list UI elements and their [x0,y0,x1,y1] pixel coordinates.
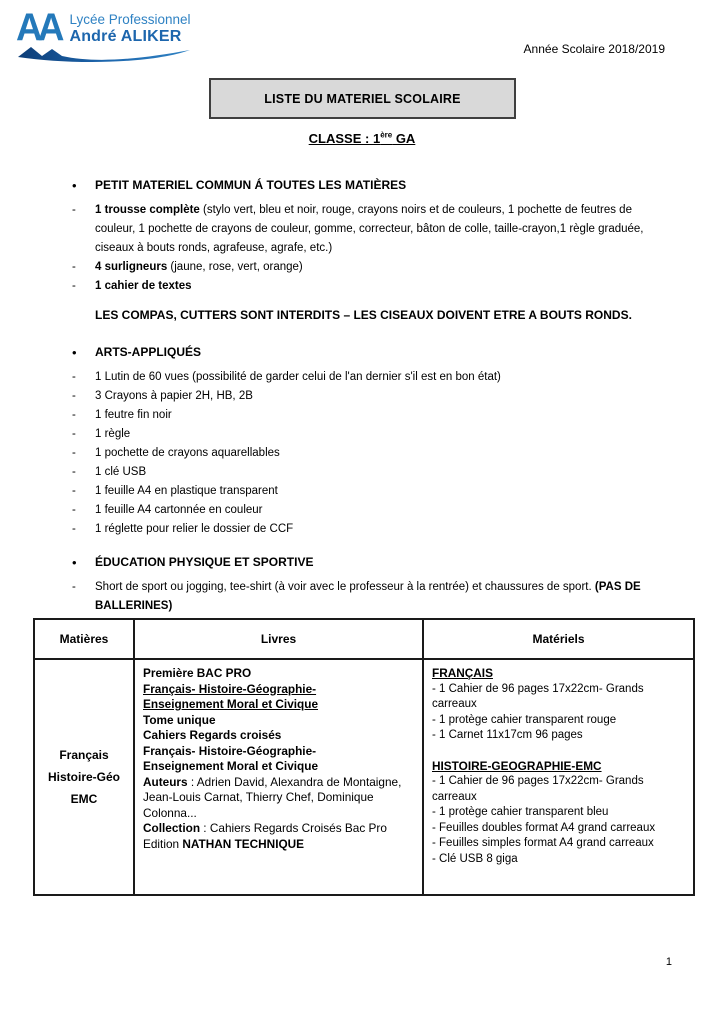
logo-school-name: André ALIKER [69,27,182,45]
section-title: ÉDUCATION PHYSIQUE ET SPORTIVE [95,555,314,569]
dash-icon [72,520,95,539]
section-petit-materiel [72,176,657,325]
list-item-text: 1 cahier de textes [95,280,192,292]
list-item-text: 1 feuille A4 en plastique transparent [95,485,278,497]
logo-text [69,10,190,45]
list-item-text: 1 réglette pour relier le dossier de CCF [95,523,294,535]
materiels-item: - 1 protège cahier transparent rouge [432,713,617,726]
dash-icon [72,258,95,277]
dash-icon [72,201,95,258]
list-item-text: 1 trousse complète (stylo vert, bleu et noir, rouge, crayons noirs et de couleurs, 1 pochette de feutres de couleur, 1 pochette de crayons de couleur, gomme, correcteur, bâton de colle, taille-crayon,1 règle graduée, ciseaux à bouts ronds, agrafeuse, agrafe, etc.) [95,204,644,254]
supplies-table-wrap [33,618,693,896]
subject-name: EMC [70,792,98,806]
section-title: ARTS-APPLIQUÉS [95,345,202,359]
livres-collection: Collection : Cahiers Regards Croisés Bac ProEdition NATHAN TECHNIQUE [143,821,387,851]
dash-icon [72,387,95,406]
list-item [72,425,657,444]
list-item [72,578,657,616]
section-title: PETIT MATERIEL COMMUN Á TOUTES LES MATIÈRES [95,178,407,192]
list-item [72,277,657,296]
list-item-text: 1 pochette de crayons aquarellables [95,447,280,459]
cell-livres [134,659,423,895]
list-item [72,520,657,539]
livres-line: Cahiers Regards croisés [143,728,282,742]
cell-materiels [423,659,694,895]
list-item [72,463,657,482]
list-item-text: 1 Lutin de 60 vues (possibilité de garder celui de l'an dernier s'il est en bon état) [95,371,501,383]
materiels-item: - Clé USB 8 giga [432,852,518,865]
school-year: Année Scolaire 2018/2019 [523,42,665,56]
list-item [72,387,657,406]
livres-line: Première BAC PRO [143,666,252,680]
livres-auteurs: Auteurs : Adrien David, Alexandra de Montaigne, Jean-Louis Carnat, Thierry Chef, Dominique Colonna... [143,774,402,820]
dash-icon [72,578,95,616]
materiels-item: - 1 Carnet 11x17cm 96 pages [432,729,583,741]
bullet-icon [72,176,95,197]
table-header-materiels: Matériels [423,619,694,659]
dash-icon [72,444,95,463]
document-body [72,176,657,630]
list-item-text: 1 feuille A4 cartonnée en couleur [95,504,263,516]
class-heading [0,131,724,146]
list-item [72,501,657,520]
table-header-row [34,619,694,659]
bullet-icon [72,553,95,574]
section-heading [72,343,657,364]
list-item [72,482,657,501]
warning-text: LES COMPAS, CUTTERS SONT INTERDITS – LES CISEAUX DOIVENT ETRE A BOUTS RONDS. [95,308,632,322]
logo-school-type: Lycée Professionnel [69,12,191,27]
list-item [72,258,657,277]
materiels-item: - Feuilles simples format A4 grand carreaux [432,837,654,849]
dash-icon [72,463,95,482]
livres-line: Tome unique [143,712,216,727]
list-item [72,201,657,258]
dash-icon [72,501,95,520]
table-header-livres: Livres [134,619,423,659]
list-item-text: Short de sport ou jogging, tee-shirt (à voir avec le professeur à la rentrée) et chaussures de sport. (PAS DE BALLERINES) [95,581,641,612]
subject-name: Français [59,748,109,762]
dash-icon [72,406,95,425]
dash-icon [72,277,95,296]
list-item-text: 1 règle [95,428,131,440]
livres-line: Français- Histoire-Géographie- [143,743,317,758]
materiels-item: - 1 Cahier de 96 pages 17x22cm- Grands carreaux [432,775,644,803]
materiels-item: - 1 protège cahier transparent bleu [432,806,609,818]
table-row [34,659,694,895]
materiels-group-title: HISTOIRE-GEOGRAPHIE-EMC [432,758,602,773]
materiels-item: - Feuilles doubles format A4 grand carreaux [432,821,656,834]
materiels-item: - 1 Cahier de 96 pages 17x22cm- Grands carreaux [432,682,644,710]
class-heading-text: CLASSE : 1ère GA [308,131,416,147]
list-item-text: 1 clé USB [95,466,147,478]
livres-line: Enseignement Moral et Civique [143,697,319,711]
bullet-icon [72,343,95,364]
section-eps [72,553,657,616]
list-item-text: 3 Crayons à papier 2H, HB, 2B [95,390,253,402]
list-item [72,444,657,463]
livres-line: Enseignement Moral et Civique [143,759,319,773]
list-item [72,406,657,425]
title-box [209,78,516,119]
section-arts-appliques [72,343,657,539]
list-item-text: 1 feutre fin noir [95,409,172,421]
logo-aa-monogram: AA [16,5,60,49]
school-logo [16,5,201,64]
dash-icon [72,368,95,387]
section-heading [72,176,657,197]
materiels-group-title: FRANÇAIS [432,666,493,680]
page-number: 1 [665,956,672,968]
section-heading [72,553,657,574]
dash-icon [72,425,95,444]
page-title: LISTE DU MATERIEL SCOLAIRE [264,91,461,106]
subject-name: Histoire-Géo [47,770,120,784]
dash-icon [72,482,95,501]
livres-line: Français- Histoire-Géographie- [143,681,317,696]
supplies-table [33,618,695,896]
table-header-matieres: Matières [34,619,134,659]
list-item [72,368,657,387]
cell-matieres [34,659,134,895]
list-item-text: 4 surligneurs (jaune, rose, vert, orange) [95,261,303,273]
